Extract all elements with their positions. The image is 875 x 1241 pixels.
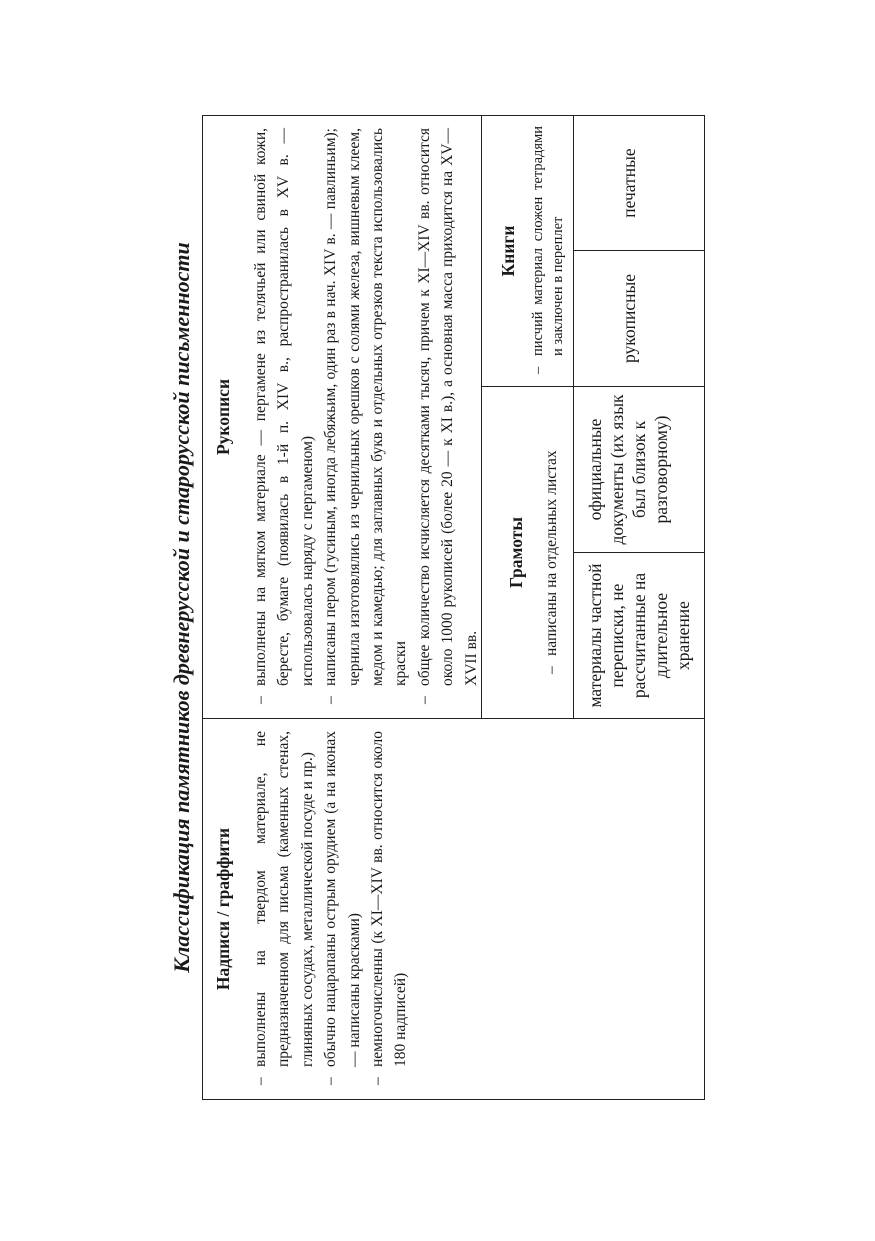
list-item: – немногочисленны (к XI—XIV вв. относится около 180 надписей): [366, 731, 413, 1087]
subtype-label: рукописные: [619, 273, 639, 364]
rotated-page: [160, 115, 705, 1100]
subtype-label: официальные документы (их язык был близок к разговорному): [585, 394, 671, 545]
charters-header: Грамоты: [506, 517, 526, 588]
charter-subtype-official: [574, 387, 704, 552]
list-item: – писчий материал сложен тетрадями и заключен в переплет: [528, 126, 568, 376]
inscriptions-cell: [203, 719, 704, 1099]
list-item: – написаны пером (гусиным, иногда лебяжьим, один раз в нач. XIV в. — павлиньим); чернила изготовлялись из чернильных орешков с солями железа, вишневым клеем, медом и камедью; для заглавных букв и отдельных отрезков текста использовались краски: [319, 128, 413, 706]
manuscripts-list: [249, 128, 483, 706]
manuscripts-cell: [203, 116, 481, 718]
list-item: – обычно нацарапаны острым орудием (а на иконах — написаны красками): [319, 731, 366, 1087]
book-subtype-handwritten: [574, 251, 704, 386]
charters-list: [540, 399, 563, 706]
subtype-label: материалы частной переписки, не рассчитанные на длительное хранение: [585, 563, 693, 708]
classification-table: [202, 115, 705, 1100]
books-cell: [482, 116, 573, 386]
inscriptions-header: Надписи / граффити: [213, 827, 233, 991]
charters-cell: [482, 387, 573, 718]
manuscripts-header: Рукописи: [213, 378, 233, 456]
list-item: – выполнены на мягком материале — пергамене из телячьей или свиной кожи, бересте, бумаге (появилась в 1-й п. XIV в., распространилась в XV в. — использовалась наряду с пергаменом): [249, 128, 319, 706]
page-title: Классификация памятников древнерусской и старорусской письменности: [169, 242, 194, 973]
list-item: – общее количество исчисляется десятками тысяч, причем к XI—XIV вв. относится около 1000 рукописей (более 20 — к XI в.), а основная масса приходится на XV—XVII вв.: [413, 128, 483, 706]
charter-subtype-private: [574, 553, 704, 718]
list-item: – выполнены на твердом материале, не предназначенном для письма (каменных стенах, глиняных сосудах, металлической посуде и пр.): [249, 731, 319, 1087]
books-list: [528, 126, 568, 376]
inscriptions-list: [249, 731, 413, 1087]
books-header: Книги: [498, 225, 518, 277]
book-subtype-printed: [574, 116, 704, 250]
subtype-label: печатные: [619, 148, 639, 218]
list-item: – написаны на отдельных листах: [540, 399, 563, 676]
